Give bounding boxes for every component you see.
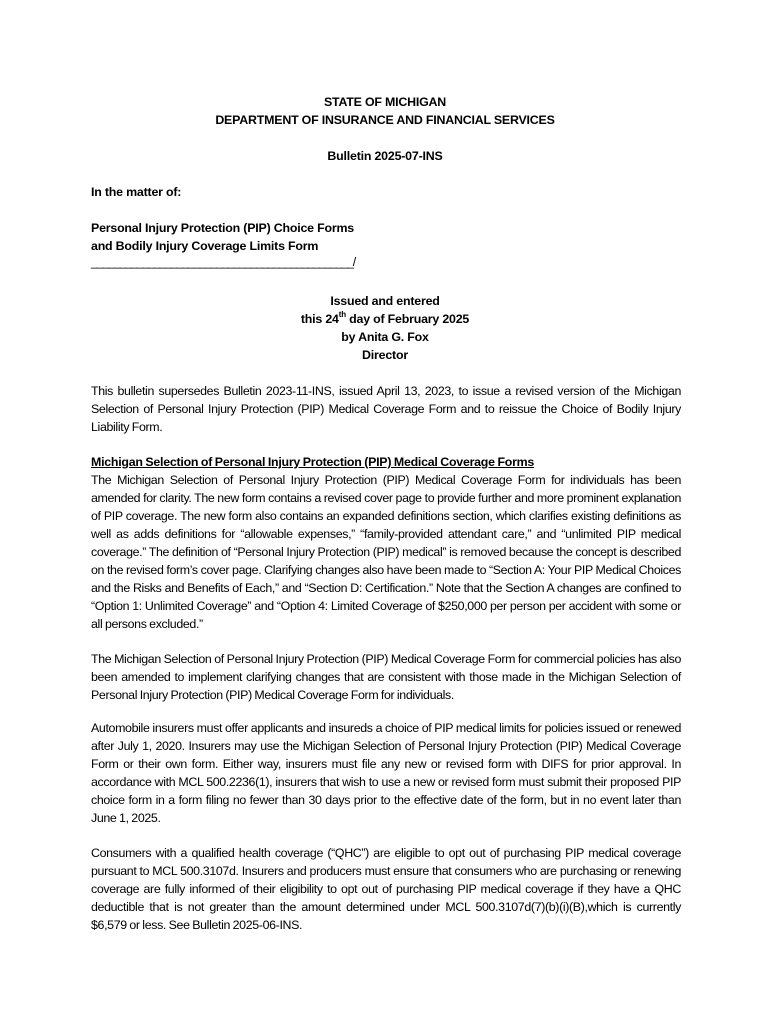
issued-title: Director xyxy=(362,348,408,362)
issued-line1: Issued and entered xyxy=(330,294,440,308)
issued-line2 xyxy=(0,310,770,328)
matter-label: In the matter of: xyxy=(91,185,182,199)
matter-title-line1: Personal Injury Protection (PIP) Choice Forms xyxy=(91,221,354,235)
section-forms xyxy=(91,453,681,633)
section-paragraph-4: Consumers with a qualified health coverage (“QHC”) are eligible to opt out of purchasing PIP medical coverage pursuant to MCL 500.3107d. Insurers and producers must ensure that consumers who are purchasing or renewing coverage are fully informed of their eligibility to opt out of purchasing PIP medical coverage if they have a QHC deductible that is not greater than the amount determined under MCL 500.3107d(7)(b)(i)(B),which is currently $6,579 or less. See Bulletin 2025-06-INS. xyxy=(91,846,681,932)
state-heading: STATE OF MICHIGAN xyxy=(323,95,447,109)
matter-title-line2: and Bodily Injury Coverage Limits Form xyxy=(91,239,319,253)
section-paragraph-2: The Michigan Selection of Personal Injury Protection (PIP) Medical Coverage Form for commercial policies has also been amended to implement clarifying changes that are consistent with those made in the Michigan Selection of Personal Injury Protection (PIP) Medical Coverage Form for individuals. xyxy=(91,652,681,702)
issued-line2-suffix: day of February 2025 xyxy=(345,312,470,326)
issued-line2-prefix: this 24 xyxy=(300,312,339,326)
issued-signatory: by Anita G. Fox xyxy=(341,330,429,344)
department-heading: DEPARTMENT OF INSURANCE AND FINANCIAL SERVICES xyxy=(215,113,555,127)
section-paragraph-1: The Michigan Selection of Personal Injury Protection (PIP) Medical Coverage Form for individuals has been amended for clarity. The new form contains a revised cover page to provide further and more prominent explanation of PIP coverage. The new form also contains an expanded definitions section, which clarifies existing definitions as well as adds definitions for “allowable expenses,” “family-provided attendant care,” and “unlimited PIP medical coverage.” The definition of “Personal Injury Protection (PIP) medical” is removed because the concept is described on the revised form’s cover page. Clarifying changes also have been made to “Section A: Your PIP Medical Choices and the Risks and Benefits of Each,” and “Section D: Certification.” Note that the Section A changes are confined to “Option 1: Unlimited Coverage” and “Option 4: Limited Coverage of $250,000 per person per accident with some or all persons excluded.” xyxy=(91,473,681,631)
intro-paragraph: This bulletin supersedes Bulletin 2023-11-INS, issued April 13, 2023, to issue a revised version of the Michigan Selection of Personal Injury Protection (PIP) Medical Coverage Form and to reissue the Choice of Bodily Injury Liability Form. xyxy=(91,384,681,434)
section-heading: Michigan Selection of Personal Injury Protection (PIP) Medical Coverage Forms xyxy=(91,455,535,469)
section-paragraph-3: Automobile insurers must offer applicants and insureds a choice of PIP medical limits for policies issued or renewed after July 1, 2020. Insurers may use the Michigan Selection of Personal Injury Protection (PIP) Medical Coverage Form or their own form. Either way, insurers must file any new or revised form with DIFS for prior approval. In accordance with MCL 500.2236(1), insurers that wish to use a new or revised form must submit their proposed PIP choice form in a form filing no fewer than 30 days prior to the effective date of the form, but in no event later than June 1, 2025. xyxy=(91,721,681,825)
bulletin-number: Bulletin 2025-07-INS xyxy=(327,149,443,163)
matter-rule: ______________________________________________/ xyxy=(91,255,356,269)
issued-line2-sup: th xyxy=(338,309,346,319)
